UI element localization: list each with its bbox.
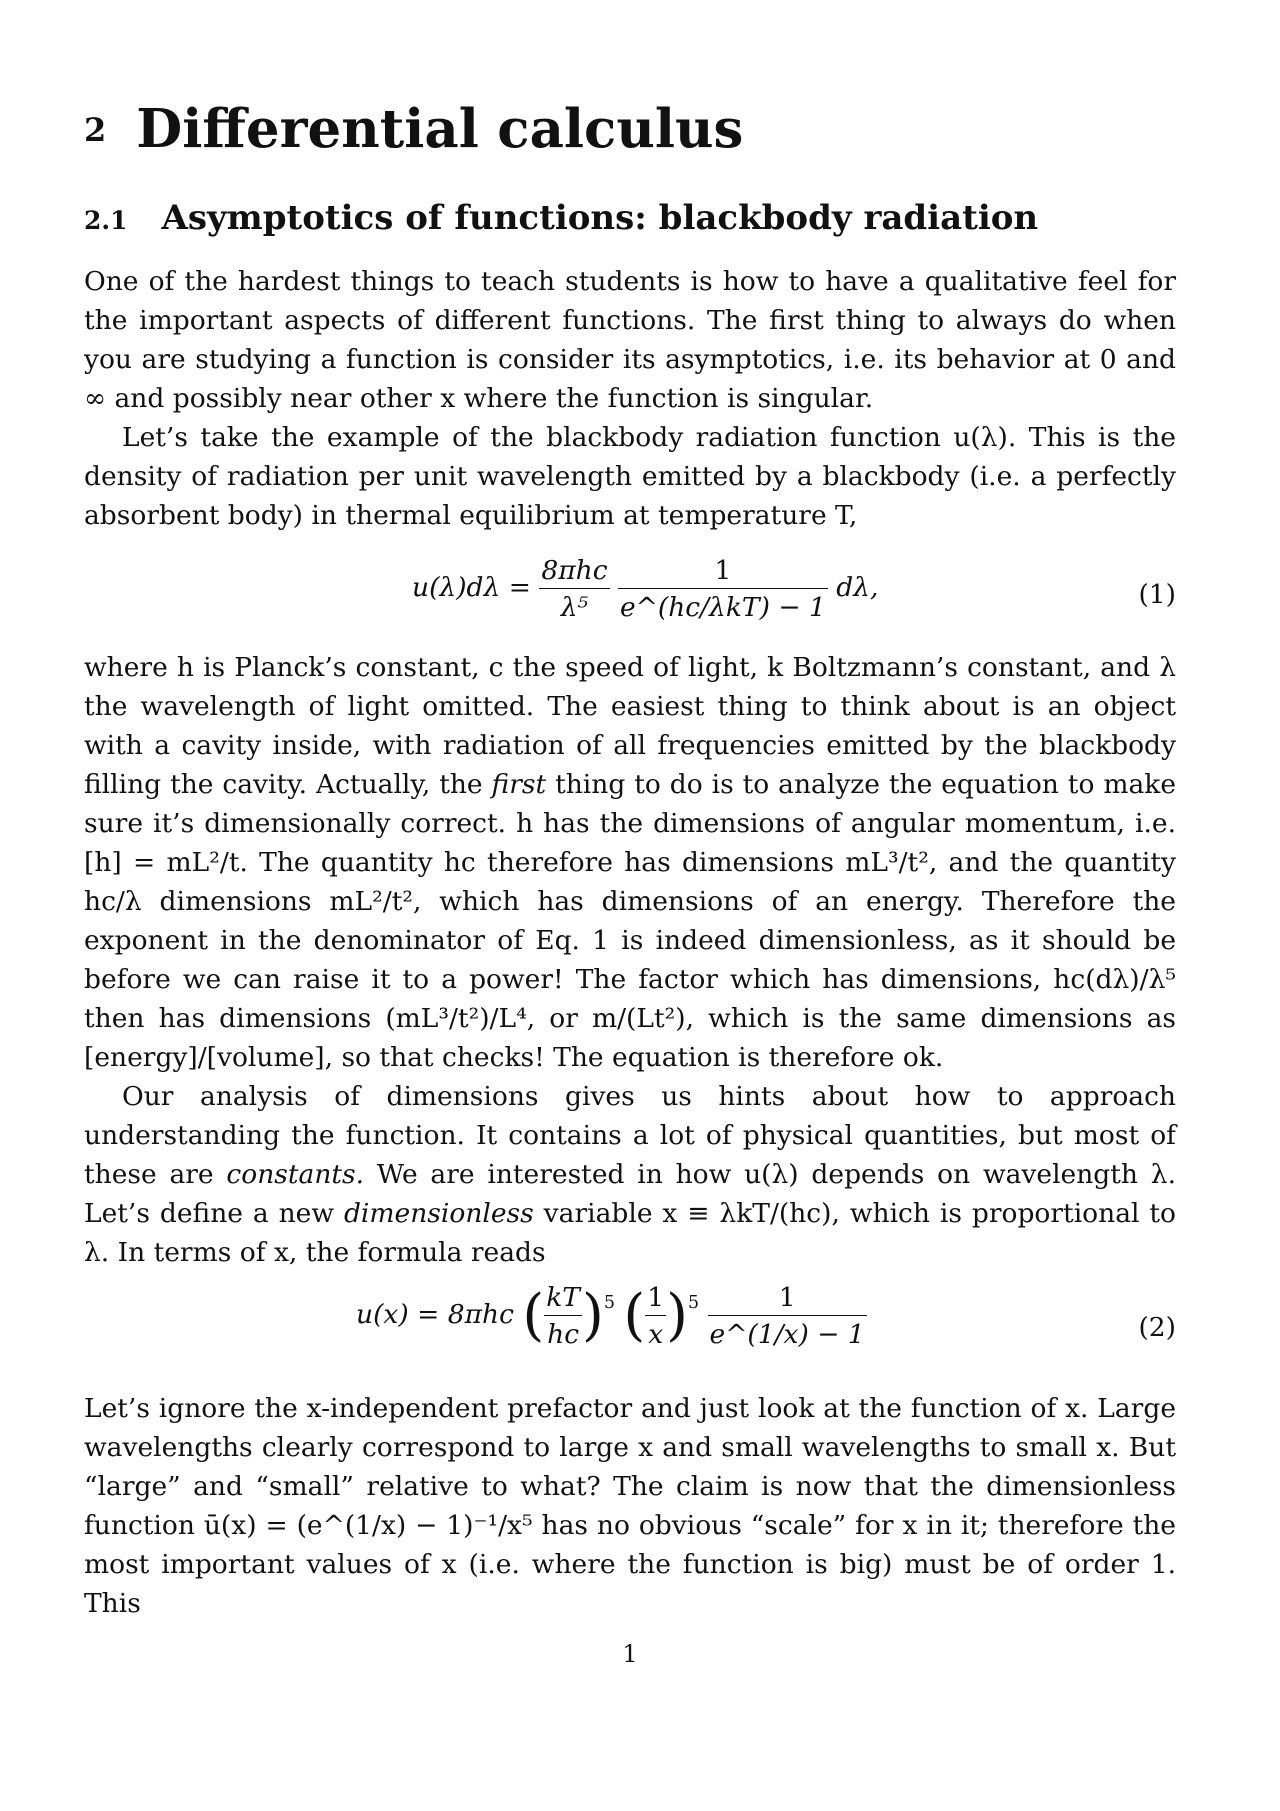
paragraph-1: One of the hardest things to teach students is how to have a qualitative feel for the important aspects of different functions. The first thing to always do when you are studying a function is consider its asymptotics, i.e. its behavior at 0 and ∞ and possibly near other x where the function is singular. [84, 266, 1176, 414]
intro-paragraphs [84, 262, 1176, 535]
chapter-heading [84, 98, 743, 160]
emphasis-first: first [491, 769, 547, 800]
emphasis-dimensionless: dimensionless [343, 1198, 534, 1229]
eq2-power-1: 5 [603, 1293, 615, 1314]
emphasis-constants: constants. [226, 1159, 365, 1190]
eq1-lhs: u(λ)dλ = [412, 572, 531, 603]
eq2-fraction-1: $\frac{kT}{hc}$ [546, 1282, 580, 1350]
chapter-title: Differential calculus [136, 98, 744, 160]
eq2-fraction-3: $\frac{1}{e\^{}(1/x) - 1}$ [709, 1282, 865, 1350]
section-number: 2.1 [84, 206, 128, 235]
paragraph-4: Our analysis of dimensions gives us hints about how to approach understanding the function. It contains a lot of physical quantities, but most of these are constants. We are interested in how u(λ) depends on wavelength λ. Let’s define a new dimensionless variable x ≡ λkT/(hc), which is proportional to λ. In terms of x, the formula reads [84, 1081, 1177, 1268]
eq2-fraction-2: $\frac{1}{x}$ [647, 1282, 665, 1350]
document-page: 2 Differential calculus 2.1 Asymptotics of functions: blackbody radiation One of the hardest things to teach students is how to have a qualitative feel for the important aspects of different functions. The first thing to always do when you are studying a function is consider its asymptotics, i.e. its behavior at 0 and ∞ and possibly near other x where the function is singular. Let’s take the example of the blackbody radiation function u(λ). This is the density of radiation per unit wavelength emitted by a blackbody (i.e. a perfectly absorbent body) in thermal equilibrium at temperature T, u(λ)dλ = $\frac{\text{8πhc}}{\text{λ⁵}}$ $\frac{1}{\text{e\textasciicircum{}(hc/λkT) − 1}}$ dλ, (1) where h is Planck’s constant, c the speed of light, k Boltzmann’s constant, and λ the wavelength of light omitted. The easiest thing to think about is an object with a cavity inside, with radiation of all frequencies emitted by the blackbody filling the cavity. Actually, the first thing to do is to analyze the equation to make sure it’s dimensionally correct. h has the dimensions of angular momentum, i.e. [h] = mL²/t. The quantity hc therefore has dimensions mL³/t², and the quantity hc/λ dimensions mL²/t², which has dimensions of an energy. Therefore the exponent in the denominator of Eq. 1 is indeed dimensionless, as it should be before we can raise it to a power! The factor which has dimensions, hc(dλ)/λ⁵ then has dimensions (mL³/t²)/L⁴, or m/(Lt²), which is the same dimensions as [energy]/[volume], so that checks! The equation is therefore ok. Our analysis of dimensions gives us hints about how to approach understanding the function. It contains a lot of physical quantities, but most of these are constants. We are interested in how u(λ) depends on wavelength λ. Let’s define a new dimensionless variable x ≡ λkT/(hc), which is proportional to λ. In terms of x, the formula reads u(x) = 8πhc ( $\frac{kT}{hc}$ )$^5$ ( $\frac{1}{x}$ )$^5$ $\frac{1}{e\^{}(1/x) - 1}$ (2) Let’s ignore the x-independent prefactor and just look at the function of x. Large wavelengths clearly correspond to large x and small wavelengths to small x. But “large” and “small” relative to what? The claim is now that the dimensionless function ū(x) = (e^(1/x) − 1)⁻¹/x⁵ has no obvious “scale” for x in it; therefore the most important values of x (i.e. where the function is big) must be of order 1. This 1 [0, 0, 1280, 1811]
section-heading [84, 198, 1038, 238]
eq1-fraction-1: $\frac{\text{8πhc}}{\text{λ⁵}}$ [541, 555, 608, 623]
page-number: 1 [622, 1640, 638, 1668]
chapter-number: 2 [84, 111, 107, 149]
eq1-fraction-2: $\frac{1}{\text{e\textasciicircum{}(hc/λkT) − 1}}$ [620, 555, 826, 623]
paragraph-3: where h is Planck’s constant, c the speed of light, k Boltzmann’s constant, and λ the wavelength of light omitted. The easiest thing to think about is an object with a cavity inside, with radiation of all frequencies emitted by the blackbody filling the cavity. Actually, the first thing to do is to analyze the equation to make sure it’s dimensionally correct. h has the dimensions of angular momentum, i.e. [h] = mL²/t. The quantity hc therefore has dimensions mL³/t², and the quantity hc/λ dimensions mL²/t², which has dimensions of an energy. Therefore the exponent in the denominator of Eq. 1 is indeed dimensionless, as it should be before we can raise it to a power! The factor which has dimensions, hc(dλ)/λ⁵ then has dimensions (mL³/t²)/L⁴, or m/(Lt²), which is the same dimensions as [energy]/[volume], so that checks! The equation is therefore ok. [84, 652, 1176, 1073]
eq1-number: (1) [1138, 579, 1176, 610]
paragraph-5: Let’s ignore the x-independent prefactor and just look at the function of x. Large wavelengths clearly correspond to large x and small wavelengths to small x. But “large” and “small” relative to what? The claim is now that the dimensionless function ū(x) = (e^(1/x) − 1)⁻¹/x⁵ has no obvious “scale” for x in it; therefore the most important values of x (i.e. where the function is big) must be of order 1. This [84, 1393, 1176, 1619]
eq1-tail: dλ, [836, 572, 879, 603]
paragraph-2: Let’s take the example of the blackbody radiation function u(λ). This is the density of radiation per unit wavelength emitted by a blackbody (i.e. a perfectly absorbent body) in thermal equilibrium at temperature T, [84, 422, 1176, 531]
middle-paragraphs [84, 648, 1176, 1272]
eq2-power-2: 5 [687, 1293, 700, 1314]
final-paragraph-block [84, 1389, 1176, 1623]
eq2-lhs: u(x) = 8πhc [356, 1299, 514, 1330]
section-title: Asymptotics of functions: blackbody radiation [161, 198, 1039, 238]
eq2-number: (2) [1138, 1312, 1176, 1343]
